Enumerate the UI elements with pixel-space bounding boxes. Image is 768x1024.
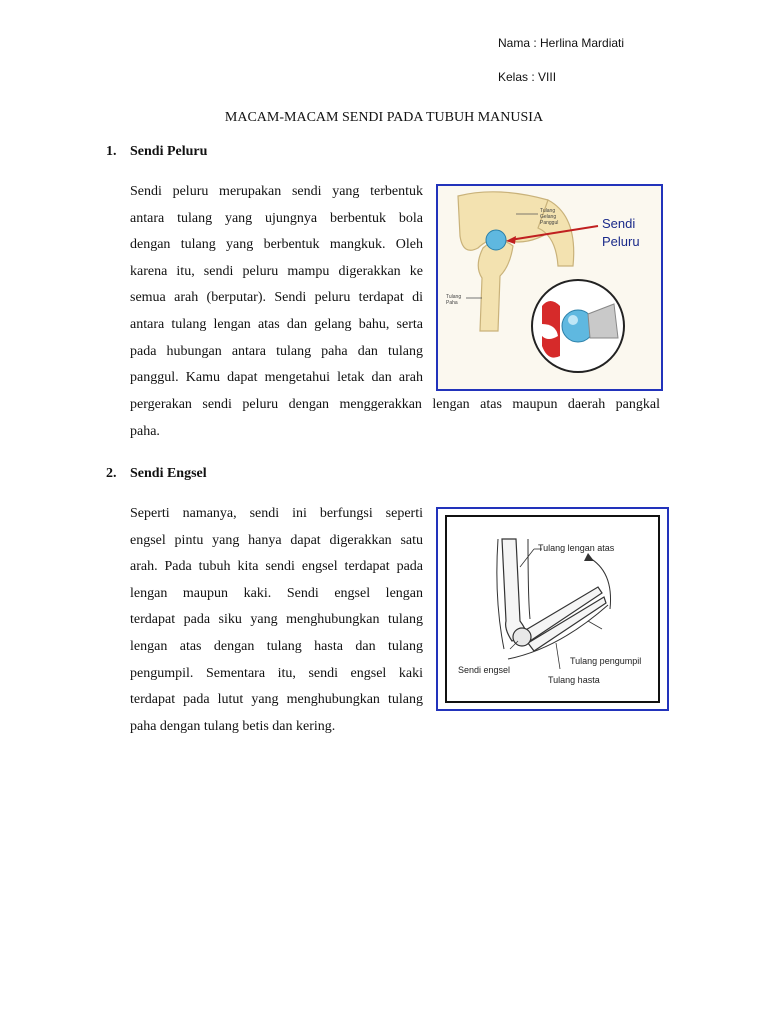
paragraph-line: dengan tulang yang berbentuk mangkuk. Oleh <box>130 237 423 253</box>
paragraph-line: pengumpil. Sementara itu, sendi engsel kaki <box>130 665 423 681</box>
radius-bone-label: Tulang pengumpil <box>570 656 642 666</box>
hip-bone-label-2: Gelang <box>540 214 557 220</box>
paragraph-line: Seperti namanya, sendi ini berfungsi seperti <box>130 506 423 521</box>
section-heading-text: Sendi Engsel <box>130 466 207 481</box>
paragraph-line: antara tulang lengan atas dan gelang bahu, serta <box>130 316 423 332</box>
ulna-bone-label: Tulang hasta <box>548 675 600 685</box>
section-heading-1 <box>106 144 207 160</box>
paragraph-line: terdapat pada siku yang menghubungkan tulang <box>130 612 423 628</box>
section-heading-text: Sendi Peluru <box>130 144 208 159</box>
section-1-paragraph <box>130 179 423 392</box>
paragraph-line: semua arah (berputar). Sendi peluru terdapat di <box>130 290 423 306</box>
student-name-line: Nama : Herlina Mardiati <box>498 36 625 50</box>
paragraph-line: lengan atas dengan tulang hasta dan tulang <box>130 638 423 654</box>
ball-joint-label-1: Sendi <box>602 216 636 231</box>
section-number: 1. <box>106 144 117 159</box>
paragraph-line: paha dengan tulang betis dan kering. <box>130 718 336 734</box>
upper-arm-bone-label: Tulang lengan atas <box>538 543 615 553</box>
hinge-joint-label: Sendi engsel <box>458 665 511 675</box>
thigh-bone-label-2: Paha <box>446 300 458 306</box>
paragraph-line: Sendi peluru merupakan sendi yang terbentuk <box>130 184 423 199</box>
hinge-joint-figure <box>436 507 669 711</box>
page-title: MACAM-MACAM SENDI PADA TUBUH MANUSIA <box>224 110 544 125</box>
paragraph-line: panggul. Kamu dapat mengetahui letak dan arah <box>130 370 423 386</box>
paragraph-line: engsel pintu yang hanya dapat digerakkan satu <box>130 532 423 548</box>
paragraph-line: arah. Pada tubuh kita sendi engsel terdapat pada <box>130 559 423 575</box>
ball-joint-label-2: Peluru <box>602 234 640 249</box>
paragraph-line: pada hubungan antara tulang paha dan tulang <box>130 343 423 359</box>
hinge-joint-illustration <box>438 509 667 709</box>
hip-bone-label-1: Tulang <box>540 208 556 214</box>
section-heading-2 <box>106 466 207 482</box>
paragraph-line: terdapat pada lutut yang menghubungkan tulang <box>130 692 423 708</box>
hip-bone-label-3: Panggul <box>540 220 559 226</box>
paragraph-line: paha. <box>130 423 160 439</box>
section-2-paragraph <box>130 501 423 740</box>
section-number: 2. <box>106 466 117 481</box>
paragraph-line: antara tulang yang ujungnya berbentuk bola <box>130 210 423 226</box>
student-class-line: Kelas : VIII <box>498 70 557 84</box>
section-1-paragraph-continued <box>130 392 660 445</box>
thigh-bone-label-1: Tulang <box>446 294 462 300</box>
paragraph-line: lengan maupun kaki. Sendi engsel lengan <box>130 585 423 601</box>
ball-joint-figure <box>436 184 663 391</box>
paragraph-line: karena itu, sendi peluru mampu digerakkan ke <box>130 263 423 279</box>
ball-joint-illustration <box>438 186 661 389</box>
paragraph-line: pergerakan sendi peluru dengan menggerakkan lengan atas maupun daerah pangkal <box>130 397 660 412</box>
